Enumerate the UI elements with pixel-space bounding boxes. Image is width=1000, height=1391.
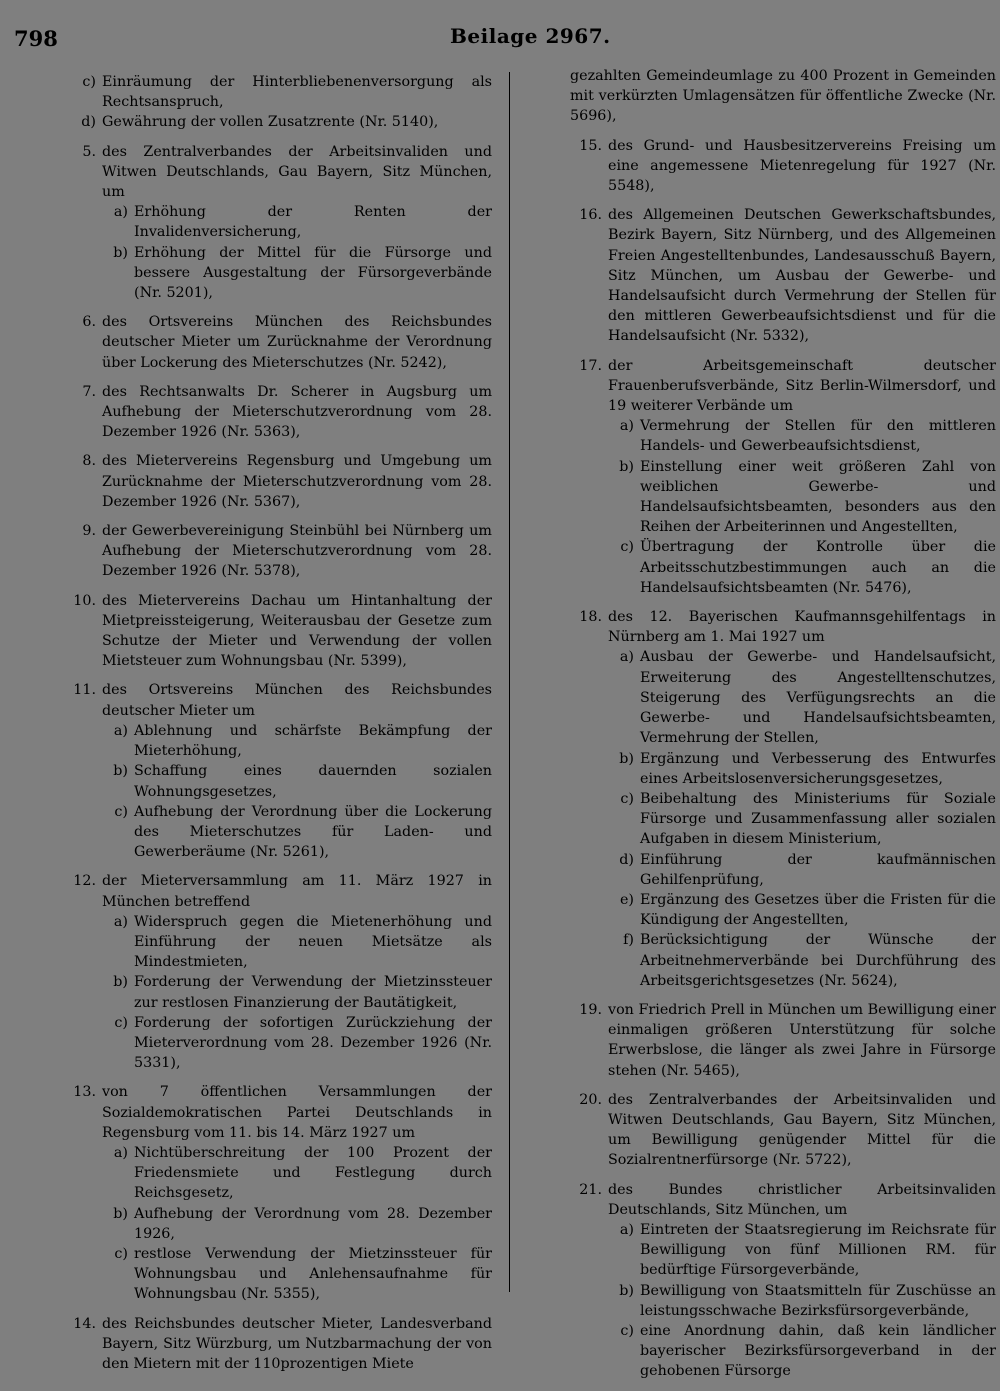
entry-number: 8. — [82, 453, 96, 470]
sub-item — [608, 537, 996, 598]
entry-text: des Rechtsanwalts Dr. Scherer in Augsburg um Aufhebung der Mieterschutzverordnung vom 28. Dezember 1926 (Nr. 5363), — [102, 383, 492, 441]
sub-item-label: d) — [619, 851, 634, 868]
sub-item — [70, 112, 492, 132]
sub-item-text: restlose Verwendung der Mietzinssteuer für Wohnungsbau und Anlehensaufnahme für Wohnungsbau (Nr. 5355), — [134, 1245, 492, 1303]
entry-body — [102, 1082, 492, 1304]
sub-item-label: d) — [81, 114, 96, 131]
sub-item-text: Vermehrung der Stellen für den mittleren Handels- und Gewerbeaufsichtsdienst, — [640, 418, 996, 455]
entry-text: des 12. Bayerischen Kaufmannsgehilfentags in Nürnberg am 1. Mai 1927 um — [608, 609, 996, 646]
sub-item — [102, 202, 492, 242]
list-item — [64, 1314, 492, 1375]
sub-item-text: Einführung der kaufmännischen Gehilfenprüfung, — [640, 851, 996, 888]
entry-text: von 7 öffentlichen Versammlungen der Sozialdemokratischen Partei Deutschlands in Regensburg vom 11. bis 14. März 1927 um — [102, 1084, 492, 1141]
entry-body — [102, 142, 492, 304]
entry-text: des Mietervereins Dachau um Hintanhaltung der Mietpreissteigerung, Weiterausbau der Gesetze zum Schutze der Mieter und Verwendung der vollen Mietsteuer zum Wohnungsbau (Nr. 5399), — [102, 592, 492, 670]
page-number: 798 — [14, 26, 58, 51]
sub-item-label: c) — [620, 790, 634, 807]
entry-body — [102, 521, 492, 582]
sub-item-text: Forderung der sofortigen Zurückziehung der Mieterverordnung vom 28. Dezember 1926 (Nr. 5331), — [134, 1014, 492, 1072]
sub-item — [102, 721, 492, 761]
sub-item — [608, 647, 996, 748]
sub-item — [70, 72, 492, 112]
sub-item-label: b) — [619, 458, 634, 475]
entry-number: 9. — [82, 523, 96, 540]
sub-item-label: a) — [113, 204, 128, 221]
column-divider — [509, 72, 510, 1292]
entry-body — [102, 871, 492, 1073]
right-column — [570, 66, 996, 1391]
sub-item-text: Ablehnung und schärfste Bekämpfung der Mieterhöhung, — [134, 722, 492, 760]
sub-item — [608, 789, 996, 850]
sub-item-label: c) — [114, 803, 128, 820]
sub-item — [608, 1321, 996, 1382]
left-lead-items — [64, 72, 492, 133]
sub-item-text: Erhöhung der Renten der Invalidenversicherung, — [134, 204, 492, 241]
right-continuation: gezahlten Gemeindeumlage zu 400 Prozent in Gemeinden mit verkürzten Umlagensätzen für öffentliche Zwecke (Nr. 5696), — [570, 68, 996, 125]
sub-item — [608, 930, 996, 991]
list-item — [570, 1000, 996, 1081]
entry-text: des Bundes christlicher Arbeitsinvaliden Deutschlands, Sitz München, um — [608, 1181, 996, 1218]
sub-item-label: c) — [114, 1014, 128, 1031]
sub-item-label: b) — [113, 763, 128, 780]
entry-number: 11. — [73, 682, 96, 699]
sub-item-text: Einstellung einer weit größeren Zahl von weiblichen Gewerbe- und Handelsaufsichtsbeamten, besonders aus den Reihen der Arbeiterinnen und Angestellten, — [640, 458, 996, 536]
sub-item-text: Übertragung der Kontrolle über die Arbeitsschutzbestimmungen auch an die Handelsaufsichtsbeamten (Nr. 5476), — [640, 539, 996, 596]
list-item — [64, 871, 492, 1073]
sub-item-text: Aufhebung der Verordnung über die Lockerung des Mieterschutzes für Laden- und Gewerberäume (Nr. 5261), — [134, 803, 492, 861]
sub-item — [608, 749, 996, 789]
sub-item-label: f) — [623, 932, 634, 949]
sub-item-label: b) — [619, 1282, 634, 1299]
sub-item-label: a) — [113, 1144, 128, 1161]
sub-item-text: Nichtüberschreitung der 100 Prozent der Friedensmiete und Festlegung durch Reichsgesetz, — [134, 1144, 492, 1202]
left-column — [64, 72, 492, 1383]
sub-item-text: Schaffung eines dauernden sozialen Wohnungsgesetzes, — [134, 763, 492, 800]
list-item — [64, 1082, 492, 1304]
sub-item-label: a) — [113, 722, 128, 739]
list-item — [64, 591, 492, 672]
sub-item — [608, 1220, 996, 1281]
entry-body — [608, 1000, 996, 1081]
sub-item-text: Einräumung der Hinterbliebenenversorgung als Rechtsanspruch, — [102, 74, 492, 111]
sub-item-text: Ergänzung und Verbesserung des Entwurfes eines Arbeitslosenversicherungsgesetzes, — [640, 750, 996, 787]
sub-item — [608, 850, 996, 890]
list-item — [64, 521, 492, 582]
entry-text: des Ortsvereins München des Reichsbundes deutscher Mieter um — [102, 682, 492, 719]
entry-body — [102, 591, 492, 672]
list-item — [570, 356, 996, 598]
entry-text: der Mieterversammlung am 11. März 1927 in München betreffend — [102, 873, 492, 910]
sub-item — [102, 1143, 492, 1204]
list-item — [570, 1090, 996, 1171]
right-entries — [570, 136, 996, 1382]
entry-number: 16. — [579, 207, 602, 224]
entry-body — [102, 312, 492, 373]
sub-item-text: Bewilligung von Staatsmitteln für Zuschüsse an leistungsschwache Bezirksfürsorgeverbände, — [640, 1282, 996, 1319]
list-item — [64, 451, 492, 512]
sub-item-label: a) — [619, 418, 634, 435]
sub-item-text: eine Anordnung dahin, daß kein ländlicher bayerischer Bezirksfürsorgeverband in der gehobenen Fürsorge — [640, 1322, 996, 1380]
entry-number: 10. — [73, 592, 96, 609]
sub-item-text: Ergänzung des Gesetzes über die Fristen für die Kündigung der Angestellten, — [640, 891, 996, 929]
list-item — [570, 205, 996, 346]
entry-number: 6. — [82, 314, 96, 331]
page-title: Beilage 2967. — [450, 24, 611, 48]
left-entries — [64, 142, 492, 1375]
entry-body — [608, 607, 996, 991]
sub-item-label: c) — [620, 539, 634, 556]
entry-text: des Mietervereins Regensburg und Umgebung um Zurücknahme der Mieterschutzverordnung vom 28. Dezember 1926 (Nr. 5367), — [102, 453, 492, 510]
sub-item-label: a) — [619, 1221, 634, 1238]
entry-text: des Zentralverbandes der Arbeitsinvaliden und Witwen Deutschlands, Gau Bayern, Sitz München, um Bewilligung genügender Mittel für die Sozialrentnerfürsorge (Nr. 5722), — [608, 1091, 996, 1169]
entry-number: 15. — [579, 137, 602, 154]
sub-item-text: Erhöhung der Mittel für die Fürsorge und bessere Ausgestaltung der Fürsorgeverbände (Nr. 5201), — [134, 244, 492, 302]
entry-text: von Friedrich Prell in München um Bewilligung einer einmaligen größeren Unterstützung für solche Erwerbslose, die länger als zwei Jahre in Fürsorge stehen (Nr. 5465), — [608, 1001, 996, 1079]
entry-body — [608, 1180, 996, 1382]
entry-text: des Zentralverbandes der Arbeitsinvaliden und Witwen Deutschlands, Gau Bayern, Sitz München, um — [102, 143, 492, 201]
sub-item-text: Widerspruch gegen die Mietenerhöhung und Einführung der neuen Mietsätze als Mindestmieten, — [134, 913, 492, 971]
entry-body — [102, 680, 492, 862]
entry-number: 19. — [579, 1001, 602, 1018]
sub-item — [102, 761, 492, 801]
sub-item-label: e) — [619, 891, 634, 908]
sub-item-text: Aufhebung der Verordnung vom 28. Dezember 1926, — [134, 1205, 492, 1242]
sub-item-label: b) — [113, 974, 128, 991]
entry-body — [608, 205, 996, 346]
sub-item-text: Berücksichtigung der Wünsche der Arbeitnehmerverbände bei Durchführung des Arbeitsgerichtsgesetzes (Nr. 5624), — [640, 932, 996, 989]
entry-body — [102, 1314, 492, 1375]
list-item — [570, 136, 996, 197]
sub-item — [608, 457, 996, 538]
sub-item-label: a) — [113, 913, 128, 930]
entry-number: 13. — [73, 1084, 96, 1101]
entry-text: des Grund- und Hausbesitzervereins Freising um eine angemessene Mietenregelung für 1927 (Nr. 5548), — [608, 137, 996, 195]
sub-item — [102, 243, 492, 304]
sub-item — [102, 1013, 492, 1074]
sub-item — [102, 972, 492, 1012]
list-item — [570, 1180, 996, 1382]
sub-item — [102, 912, 492, 973]
entry-body — [102, 382, 492, 443]
entry-text: des Allgemeinen Deutschen Gewerkschaftsbundes, Bezirk Bayern, Sitz Nürnberg, und des Allgemeinen Freien Angestelltenbundes, Landesausschuß Bayern, Sitz München, um Ausbau der Gewerbe- und Handelsaufsicht durch Vermehrung der Stellen für den mittleren Gewerbeaufsichtsdienst und für die Handelsaufsicht (Nr. 5332), — [608, 207, 996, 345]
entry-number: 12. — [73, 873, 96, 890]
entry-number: 20. — [579, 1091, 602, 1108]
sub-item-label: b) — [113, 244, 128, 261]
entry-body — [608, 136, 996, 197]
entry-text: des Reichsbundes deutscher Mieter, Landesverband Bayern, Sitz Würzburg, um Nutzbarmachung der von den Mietern mit der 110prozentigen Miete — [102, 1315, 492, 1372]
entry-number: 18. — [579, 609, 602, 626]
entry-text: der Gewerbevereinigung Steinbühl bei Nürnberg um Aufhebung der Mieterschutzverordnung vom 28. Dezember 1926 (Nr. 5378), — [102, 523, 492, 580]
entry-body — [102, 451, 492, 512]
sub-item-label: c) — [620, 1322, 634, 1339]
sub-item — [608, 1281, 996, 1321]
entry-number: 7. — [82, 383, 96, 400]
sub-item-text: Gewährung der vollen Zusatzrente (Nr. 5140), — [102, 114, 439, 131]
list-item — [64, 312, 492, 373]
sub-item-text: Forderung der Verwendung der Mietzinssteuer zur restlosen Finanzierung der Bautätigkeit, — [134, 974, 492, 1011]
sub-item — [102, 1204, 492, 1244]
list-item — [64, 680, 492, 862]
entry-body — [608, 356, 996, 598]
list-item — [64, 382, 492, 443]
sub-item — [608, 890, 996, 930]
sub-item-label: c) — [114, 1245, 128, 1262]
sub-item-text: Eintreten der Staatsregierung im Reichsrate für Bewilligung von fünf Millionen RM. für bedürftige Fürsorgeverbände, — [640, 1221, 996, 1279]
entry-text: des Ortsvereins München des Reichsbundes deutscher Mieter um Zurücknahme der Verordnung über Lockerung des Mieterschutzes (Nr. 5242), — [102, 314, 492, 371]
list-item — [64, 142, 492, 304]
entry-text: der Arbeitsgemeinschaft deutscher Frauenberufsverbände, Sitz Berlin-Wilmersdorf, und 19 weiterer Verbände um — [608, 357, 996, 415]
entry-number: 14. — [73, 1315, 96, 1332]
sub-item — [608, 416, 996, 456]
sub-item-label: c) — [82, 74, 96, 90]
sub-item-text: Ausbau der Gewerbe- und Handelsaufsicht, Erweiterung des Angestelltenschutzes, Steigerung des Verfügungsrechts an die Gewerbe- und Handelsaufsichtsbeamten, Vermehrung der Stellen, — [640, 649, 996, 747]
entry-body — [608, 1090, 996, 1171]
sub-item-label: b) — [113, 1205, 128, 1222]
list-item — [570, 607, 996, 991]
sub-item-text: Beibehaltung des Ministeriums für Soziale Fürsorge und Zusammenfassung aller sozialen Aufgaben in diesem Ministerium, — [640, 790, 996, 848]
sub-item-label: b) — [619, 750, 634, 767]
sub-item-label: a) — [619, 649, 634, 666]
entry-number: 17. — [579, 357, 602, 374]
sub-item — [102, 1244, 492, 1305]
entry-number: 21. — [579, 1181, 602, 1198]
entry-number: 5. — [82, 143, 96, 160]
sub-item — [102, 802, 492, 863]
